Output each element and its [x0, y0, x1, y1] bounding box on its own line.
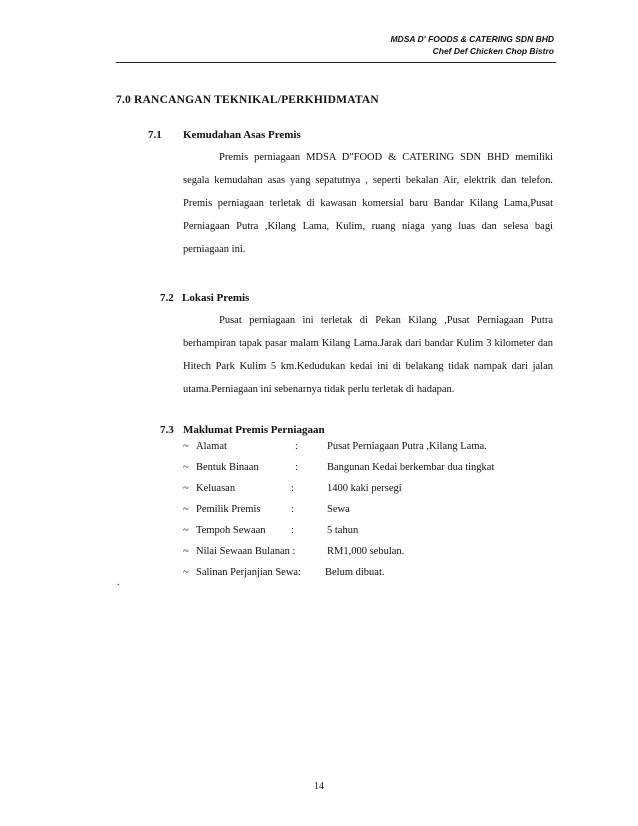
info-label: Tempoh Sewaan [196, 525, 266, 536]
page-number: 14 [314, 781, 324, 792]
section-number: 7.2 [160, 292, 174, 304]
paragraph-text: Premis perniagaan MDSA D"FOOD & CATERING SDN BHD memiliki segala kemudahan asas yang sepatutnya , seperti bekalan Air, elektrik dan telefon. Premis perniagaan terletak di kawasan komersial baru Bandar Kilang Lama,Pusat Perniagaan Putra ,Kilang Lama, Kulim, ruang niaga yang luas dan selesa bagi perniagaan ini. [183, 152, 553, 255]
info-value: Bangunan Kedai berkembar dua tingkat [327, 462, 495, 473]
section-title: Lokasi Premis [182, 292, 250, 304]
bullet-tilde: ~ [183, 504, 189, 515]
section-7-1-paragraph [183, 146, 553, 261]
header-divider [116, 62, 556, 63]
page-header [390, 33, 554, 57]
info-colon: : [291, 504, 294, 515]
section-title: Maklumat Premis Perniagaan [183, 424, 325, 436]
bullet-tilde: ~ [183, 441, 189, 452]
info-value: Pusat Perniagaan Putra ,Kilang Lama. [327, 441, 487, 452]
info-colon: : [291, 483, 294, 494]
section-title: Kemudahan Asas Premis [183, 129, 301, 141]
info-label: Bentuk Binaan [196, 462, 259, 473]
bullet-tilde: ~ [183, 483, 189, 494]
info-label: Nilai Sewaan Bulanan : [196, 546, 296, 557]
info-colon: : [295, 462, 298, 473]
section-number: 7.1 [148, 129, 162, 141]
info-colon: : [291, 525, 294, 536]
info-value: Belum dibuat. [325, 567, 385, 578]
info-colon: : [295, 441, 298, 452]
header-subtitle: Chef Def Chicken Chop Bistro [432, 46, 554, 56]
section-7-2-heading [160, 292, 249, 304]
bullet-tilde: ~ [183, 462, 189, 473]
info-label: Pemilik Premis [196, 504, 261, 515]
bullet-tilde: ~ [183, 567, 189, 578]
section-7-2-paragraph [183, 309, 553, 401]
info-value: RM1,000 sebulan. [327, 546, 405, 557]
info-label: Alamat [196, 441, 227, 452]
section-7-1-heading [148, 129, 301, 141]
section-7-3-heading [160, 424, 325, 436]
info-value: 1400 kaki persegi [327, 483, 402, 494]
bullet-tilde: ~ [183, 546, 189, 557]
stray-mark: . [117, 577, 120, 588]
info-value: Sewa [327, 504, 350, 515]
bullet-tilde: ~ [183, 525, 189, 536]
header-company-name: MDSA D' FOODS & CATERING SDN BHD [390, 34, 554, 44]
section-number: 7.3 [160, 424, 174, 436]
chapter-title: 7.0 RANCANGAN TEKNIKAL/PERKHIDMATAN [116, 94, 379, 106]
paragraph-text: Pusat perniagaan ini terletak di Pekan Kilang ,Pusat Perniagaan Putra berhampiran tapak pasar malam Kilang Lama.Jarak dari bandar Kulim 3 kilometer dan Hitech Park Kulim 5 km.Kedudukan kedai ini di belakang tidak nampak dari jalan utama.Perniagaan ini sebenarnya tidak perlu terletak di hadapan. [183, 315, 553, 395]
info-label: Keluasan [196, 483, 236, 494]
info-value: 5 tahun [327, 525, 359, 536]
info-label: Salinan Perjanjian Sewa: [196, 567, 301, 578]
